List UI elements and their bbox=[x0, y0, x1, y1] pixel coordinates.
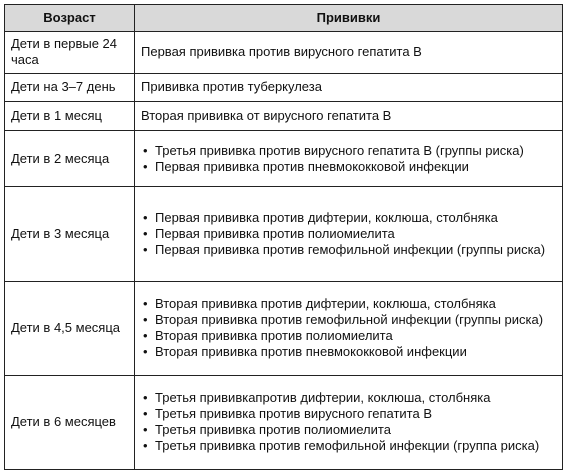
vaccination-list-item: • Третья прививкапротив дифтерии, коклюша, столбняка bbox=[141, 390, 556, 406]
age-cell: Дети в 1 месяц bbox=[5, 102, 135, 130]
vaccination-list-item: • Первая прививка против пневмококковой инфекции bbox=[141, 159, 556, 175]
table-row bbox=[5, 130, 563, 187]
vaccination-text: Первая прививка против вирусного гепатита B bbox=[141, 44, 422, 60]
vaccinations-cell bbox=[135, 73, 563, 101]
vaccination-list-item: • Третья прививка против полиомиелита bbox=[141, 422, 556, 438]
vaccinations-cell bbox=[135, 102, 563, 130]
vaccination-list-item: • Вторая прививка против полиомиелита bbox=[141, 328, 556, 344]
vaccination-list-item: • Первая прививка против гемофильной инфекции (группы риска) bbox=[141, 242, 556, 258]
table-row bbox=[5, 32, 563, 74]
age-column-header: Возраст bbox=[5, 5, 135, 32]
table-body bbox=[5, 32, 563, 470]
vaccination-schedule-table bbox=[4, 4, 563, 470]
vaccination-list-item: • Вторая прививка против дифтерии, коклюша, столбняка bbox=[141, 296, 556, 312]
table-row bbox=[5, 375, 563, 469]
vaccinations-cell bbox=[135, 130, 563, 187]
age-cell: Дети в 2 месяца bbox=[5, 130, 135, 187]
vaccination-text: Прививка против туберкулеза bbox=[141, 79, 322, 95]
vaccination-text: Вторая прививка от вирусного гепатита B bbox=[141, 107, 392, 123]
vaccination-list-item: • Третья прививка против вирусного гепатита B bbox=[141, 406, 556, 422]
vaccination-list bbox=[141, 296, 556, 360]
table-row bbox=[5, 187, 563, 281]
vaccinations-cell bbox=[135, 187, 563, 281]
vaccination-list-item: • Третья прививка против вирусного гепатита B (группы риска) bbox=[141, 143, 556, 159]
vaccinations-cell bbox=[135, 375, 563, 469]
vaccination-list-item: • Вторая прививка против гемофильной инфекции (группы риска) bbox=[141, 312, 556, 328]
vaccination-list bbox=[141, 143, 556, 175]
table-row bbox=[5, 102, 563, 130]
table-row bbox=[5, 73, 563, 101]
age-cell: Дети в первые 24 часа bbox=[5, 32, 135, 74]
age-cell: Дети в 3 месяца bbox=[5, 187, 135, 281]
vaccination-list-item: • Третья прививка против гемофильной инфекции (группа риска) bbox=[141, 438, 556, 454]
age-cell: Дети на 3–7 день bbox=[5, 73, 135, 101]
vaccinations-cell bbox=[135, 281, 563, 375]
vaccination-list-item: • Первая прививка против полиомиелита bbox=[141, 226, 556, 242]
table-row bbox=[5, 281, 563, 375]
vaccinations-column-header: Прививки bbox=[135, 5, 563, 32]
vaccination-list bbox=[141, 390, 556, 454]
vaccination-list-item: • Первая прививка против дифтерии, коклюша, столбняка bbox=[141, 210, 556, 226]
age-cell: Дети в 6 месяцев bbox=[5, 375, 135, 469]
age-cell: Дети в 4,5 месяца bbox=[5, 281, 135, 375]
table-header-row bbox=[5, 5, 563, 32]
vaccination-list bbox=[141, 210, 556, 258]
vaccination-list-item: • Вторая прививка против пневмококковой инфекции bbox=[141, 344, 556, 360]
vaccinations-cell bbox=[135, 32, 563, 74]
